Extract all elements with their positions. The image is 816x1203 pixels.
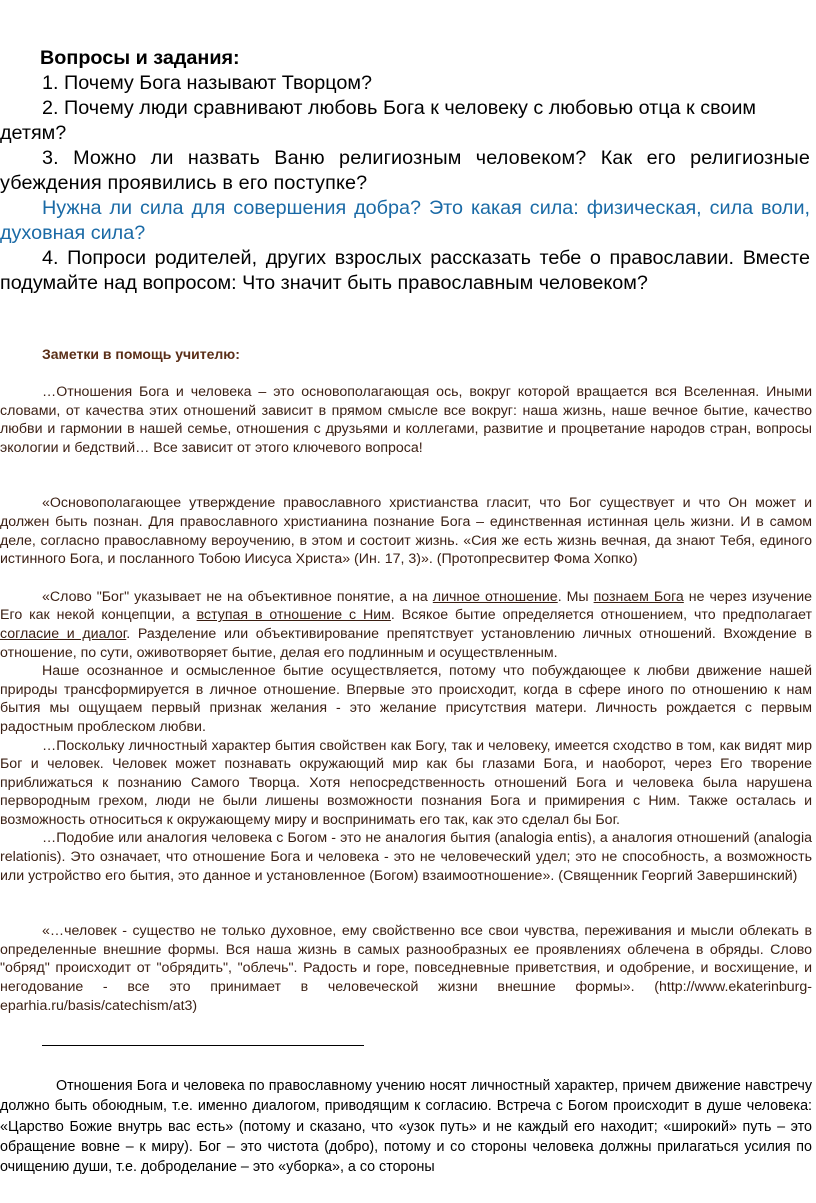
underlined-phrase: личное отношение [432, 588, 558, 605]
bottom-paragraph: Отношения Бога и человека по православному учению носят личностный характер, причем движение навстречу должно быть обоюдным, т.е. именно диалогом, приводящим к согласию. Встреча с Богом происходит в душе человека: «Царство Божие внутрь вас есть» (потому и сказано, что «узок путь» и не каждый его находит; «широкий» путь – это обращение вовне – к миру). Бог – это чистота (добро), потому и со стороны человека должны прилагаться усилия по очищению души, т.е. добpоделание – это «уборка», а со стороны [0, 1078, 812, 1176]
notes-paragraph-1: …Отношения Бога и человека – это основополагающая ось, вокруг которой вращается вся Вселенная. Иными словами, от качества этих отношений зависит в прямом смысле все вокруг: наша жизнь, наше вечное бытие, качество любви и гармонии в нашей семье, отношения с друзьями и коллегами, развитие и процветание народов стран, вопросы экологии и бедствий… Все зависит от этого ключевого вопроса! [0, 384, 812, 456]
bottom-section [0, 1076, 816, 1177]
notes-paragraph-3 [0, 588, 816, 662]
text-span: не через изучение Его как некой концепции, а [0, 588, 813, 624]
underlined-phrase: согласие и диалог [0, 625, 127, 642]
questions-section [0, 46, 816, 296]
question-3: 3. Можно ли назвать Ваню религиозным человеком? Как его религиозные убеждения проявились в его поступке? [0, 147, 810, 194]
notes-paragraph-5: …Поскольку личностный характер бытия свойствен как Богу, так и человеку, имеется сходство в том, как видят мир Бог и человек. Человек может познавать окружающий мир как бы глазами Бога, и наоборот, через Его творение приближаться к познанию Самого Творца. Хотя непосредственность отношений Бога и человека была нарушена первородным грехом, люди не были лишены возможности познания Бога и примирения с Ним. Также осталась и возможность относиться к окружающему миру и воспринимать его так, как это сделал бы Бог. [0, 737, 812, 828]
teacher-notes [0, 346, 816, 1015]
text-span: . Всякое бытие определяется отношением, что предполагает [390, 607, 813, 624]
underlined-phrase: вступая в отношение с Ним [196, 607, 391, 624]
text-span: «Слово "Бог" указывает не на объективное понятие, а на [42, 588, 433, 605]
underlined-phrase: познаем Бога [593, 588, 684, 605]
question-1: 1. Почему Бога называют Творцом? [42, 72, 373, 94]
question-3-extra: Нужна ли сила для совершения добра? Это какая сила: физическая, сила воли, духовная сила? [0, 197, 810, 244]
questions-title: Вопросы и задания: [40, 47, 240, 69]
notes-paragraph-6: …Подобие или аналогия человека с Богом - это не аналогия бытия (analogia entis), а аналогия отношений (analogia relationis). Это означает, что отношение Бога и человека - это не человеческий удел; это не способность, а возможность или устройство его бытия, это данное и установленное (Богом) взаимоотношение». (Священник Георгий Завершинский) [0, 830, 812, 884]
notes-paragraph-4: Наше осознанное и осмысленное бытие осуществляется, потому что побуждающее к любви движение нашей природы трансформируется в личное отношение. Впервые это происходит, когда в сфере иного по отношению к нам бытия мы ощущаем первый признак желания - это желание присутствия матери. Личность рождается с первым радостным проблеском любви. [0, 663, 812, 735]
notes-title: Заметки в помощь учителю: [42, 346, 240, 362]
notes-paragraph-7: «…человек - существо не только духовное, ему свойственно все свои чувства, переживания и мысли облекать в определенные внешние формы. Вся наша жизнь в самых разнообразных ее проявлениях облечена в обряды. Слово "обряд" происходит от "обрядить", "облечь". Радость и горе, повседневные приветствия, и одобрение, и восхищение, и негодование - все это принимает в человеческой жизни внешние формы». (http://www.ekaterinburg-eparhia.ru/basis/catechism/at3) [0, 923, 812, 1014]
notes-paragraph-2: «Основополагающее утверждение православного христианства гласит, что Бог существует и что Он может и должен быть познан. Для православного христианина познание Бога – единственная истинная цель жизни. И в самом деле, согласно православному вероучению, в этом и состоит жизнь. «Сия же есть жизнь вечная, да знают Тебя, единого истинного Бога, и посланного Тобою Иисуса Христа» (Ин. 17, 3)». (Протопресвитер Фома Хопко) [0, 495, 812, 568]
question-4: 4. Попроси родителей, других взрослых рассказать тебе о православии. Вместе подумайте над вопросом: Что значит быть православным человеком? [0, 247, 810, 294]
divider [42, 1045, 364, 1046]
text-span: . Мы [557, 588, 594, 605]
text-span: . Разделение или объективирование препятствует установлению личных отношений. Вхождение в отношение, по сути, оживотворяет бытие, делая его подлинным и осуществленным. [0, 625, 812, 661]
question-2: 2. Почему люди сравнивают любовь Бога к человеку с любовью отца к своим детям? [0, 97, 757, 144]
